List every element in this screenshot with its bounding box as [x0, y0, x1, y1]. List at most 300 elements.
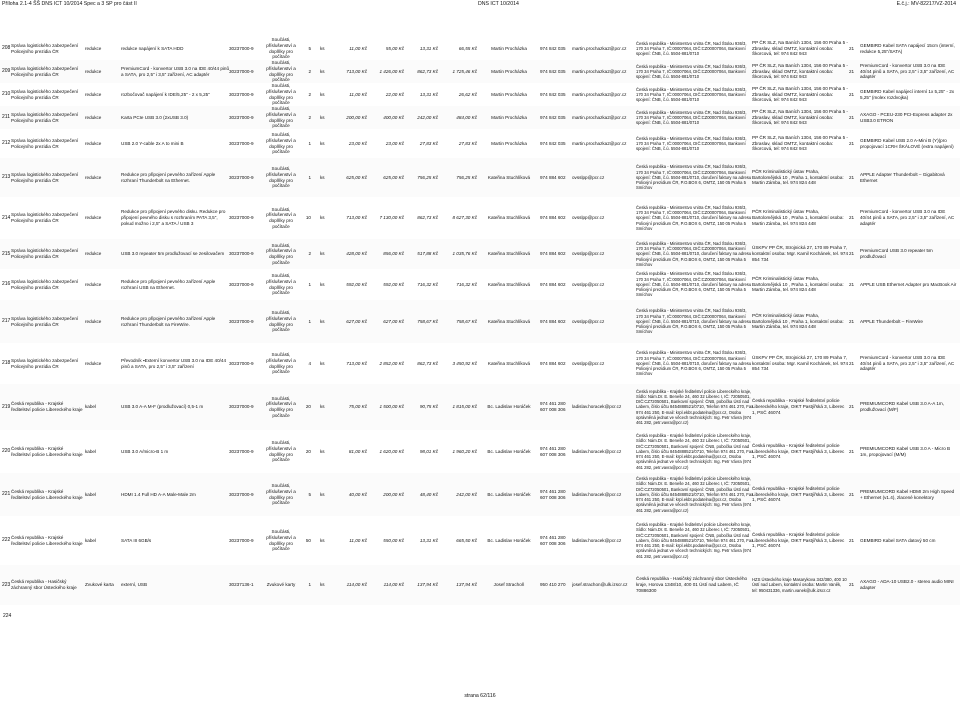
cell-m: 21 [849, 537, 855, 543]
cell-phone: 974 884 602 [540, 251, 566, 257]
cell-cpv: Součásti, příslušenství a doplňky pro počítače [266, 483, 296, 506]
cell-m: 21 [849, 404, 855, 410]
cell-email: ovsslpp@pcr.cz [572, 174, 605, 180]
cell-unit: ks [320, 251, 325, 257]
cell-desc: USB 3.0 A-A M-F (prodlužovací) 0,5-1 m [121, 404, 204, 410]
cell-cpv: Součásti, příslušenství a doplňky pro počítače [266, 352, 296, 375]
cell-code: 30237000-9 [229, 91, 254, 97]
cell-org: Česká republika - Krajské ředitelství policie Libereckého kraje [11, 488, 83, 500]
cell-person: Josef Strachoň [493, 582, 525, 588]
cell-cpv: Součásti, příslušenství a doplňky pro počítače [266, 106, 296, 129]
cell-email: ovsslpp@pcr.cz [572, 360, 605, 366]
cell-qty: 10 [305, 215, 311, 221]
cell-desc: Převodník ▪Externí konvertor USB 3.0 na IDE 40/44 pinů a SATA, pro 2,5" i 3,5" zařízení [121, 357, 227, 369]
cell-p3: 90,75 Kč [419, 404, 438, 410]
cell-addr: Česká republika - Ministerstvo vnitra ČR, Nad Štolou 936/3, 170 34 Praha 7, IČ:00007064, DIČ:CZ00007064, Bankovní spojení: ČNB, č.ú. 5504-881/0710 [636, 40, 747, 57]
cell-p1: 592,00 Kč [346, 281, 367, 287]
cell-email: ladislav.horacek@pcr.cz [572, 537, 622, 543]
cell-note: GEMBIRD Kabel USB 2.0 A-Mini B (Y)(pro propojovací 1CRH ŠKÁLOVÉ (extra napájení) [860, 137, 954, 149]
cell-m: 21 [849, 251, 855, 257]
cell-deliv: Česká republika - Krajské ředitelství policie Libereckého kraje, OIKT Pastýřská 3, Liberec 1, PSČ 46074 [752, 442, 845, 460]
cell-m: 21 [849, 215, 855, 221]
cell-addr: Česká republika - Ministerstvo vnitra ČR, Nad Štolou 936/3, 170 34 Praha 7, IČ:00007064, DIČ:CZ00007064, Bankovní spojení: ČNB, č.ú. 5504-881/0710 [636, 86, 747, 103]
cell-p4: 1 960,20 Kč [452, 448, 477, 454]
cell-phone: 974 461 280 607 008 306 [540, 534, 566, 546]
cell-p2: 1 426,00 Kč [379, 68, 404, 74]
cell-qty: 2 [308, 251, 311, 257]
page-header [0, 1, 960, 9]
cell-note: PREMIUMCORD Kabel HDMI 2m High Speed + Ethernet (v1.4), zlacené konektory [860, 488, 955, 500]
cell-p2: 627,00 Kč [383, 318, 404, 324]
cell-qty: 20 [305, 448, 311, 454]
cell-org: Správa logistického zabezpečení Policejního prezidia ČR [11, 357, 79, 369]
cell-no: 223 [2, 581, 11, 588]
cell-p4: 1 815,00 Kč [452, 404, 477, 410]
cell-no: 208 [2, 45, 11, 52]
cell-note: APPLE Adapter Thunderbolt – Gigabitová Ethernet [860, 171, 945, 183]
header-center: DNS ICT 10/2014 [478, 1, 519, 7]
cell-type: kabel [85, 448, 96, 454]
table-row [0, 106, 960, 129]
cell-org: Česká republika - Krajské ředitelství policie Libereckého kraje [11, 401, 83, 412]
cell-desc: SATA III 6GB/s [121, 537, 152, 543]
cell-p4: 242,00 Kč [456, 491, 477, 497]
cell-p3: 13,31 Kč [419, 91, 438, 97]
cell-desc: Redukce pro připojení pevného disku. Redukce pro připojení pevného disku s rozhraním PATA 3,5", pokud možno i 2,5" a SATA / USB 3 [121, 209, 226, 226]
cell-cpv: Součásti, příslušenství a doplňky pro počítače [266, 440, 296, 463]
header-right: E.č.j.: MV-82217/VZ-2014 [896, 1, 956, 7]
cell-email: josef.strachon@ulk.izscr.cz [572, 582, 628, 588]
cell-deliv: PP ČR SLZ, Na Baních 1304, 156 00 Praha 5 - Zbraslav, sklad OMTZ, kontaktní osoba: Škorcová, tel: 974 842 943 [752, 62, 848, 80]
cell-no: 218 [2, 360, 11, 367]
cell-deliv: ÚSKPV PP ČR, Strojnická 27, 170 89 Praha 7, kontaktní osoba: Mgr. Kamil Kochánek, tel. 974 854 734 [752, 245, 848, 262]
cell-type: redukce [85, 68, 102, 74]
cell-person: Bc. Ladislav Horáček [487, 404, 531, 410]
cell-cpv: Zvukové karty [266, 582, 296, 588]
cell-org: Česká republika - Krajské ředitelství policie Libereckého kraje [11, 534, 83, 546]
cell-p1: 713,00 Kč [346, 360, 367, 366]
cell-addr: Česká republika - Ministerstvo vnitra ČR, Nad Štolou 936/3, 170 34 Praha 7, IČ:00007064, DIČ:CZ00007064, Bankovní spojení: ČNB, č.ú. 5504-881/0710 [636, 63, 747, 80]
cell-p2: 200,00 Kč [383, 491, 404, 497]
cell-unit: ks [320, 404, 325, 410]
table-row [0, 384, 960, 430]
cell-type: redukce [85, 251, 102, 257]
cell-type: redukce [85, 140, 102, 146]
cell-p2: 22,00 Kč [385, 91, 404, 97]
cell-p2: 400,00 Kč [383, 114, 404, 120]
cell-p3: 862,73 Kč [417, 68, 438, 74]
cell-org: Česká republika - Hasičský záchranný sbor Ústeckého kraje [11, 579, 77, 590]
cell-p3: 98,01 Kč [419, 448, 438, 454]
cell-desc: USB 2.0 Y-cable 2x A to mini B [121, 140, 184, 146]
cell-p1: 200,00 Kč [346, 114, 367, 120]
cell-desc: USB 3.0 repeater 5m prodlužovací se zesilovačem [121, 251, 225, 257]
cell-code: 30237000-9 [229, 140, 254, 146]
cell-qty: 5 [308, 45, 311, 51]
cell-person: Martin Procházka [491, 45, 527, 51]
cell-type: kabel [85, 404, 96, 410]
cell-person: Kateřina Stuchlíková [487, 251, 531, 257]
cell-deliv: PČR Kriminalistický ústav Praha, Bartolomějská 10 , Praha 1, kontaktní osoba: Martin Zámba, tel. 974 824 448 [752, 275, 844, 293]
cell-m: 21 [849, 281, 855, 287]
cell-code: 30237000-9 [229, 251, 254, 257]
cell-note: GEMBIRD Kabel SATA napájecí 15cm (interní, redukce 5,25"/SATA) [860, 42, 955, 54]
cell-code: 30237000-9 [229, 448, 254, 454]
cell-p4: 8 627,30 Kč [452, 215, 477, 221]
cell-m: 21 [849, 140, 855, 146]
cell-note: PREMIUMCORD Kabel USB 3.0 A - Micro B 1m, propojovací (M/M) [860, 445, 951, 457]
cell-no: 220 [2, 448, 11, 455]
cell-qty: 2 [308, 68, 311, 74]
cell-phone: 974 884 602 [540, 215, 566, 221]
cell-note: PremiumCord - konvertor USB 3.0 na IDE 40/44 pinů a SATA, pro 2,5" i 3,5" zařízení, AC adaptér [860, 354, 955, 372]
cell-p3: 862,73 Kč [417, 215, 438, 221]
cell-deliv: Česká republika - Krajské ředitelství policie Libereckého kraje, OIKT Pastýřská 3, Liberec 1, PSČ 46074 [752, 398, 845, 415]
cell-desc: Redukce pro připojení pevného zařízení Apple rozhraní Thunderbolt na FireWire. [121, 315, 216, 327]
cell-p3: 48,40 Kč [419, 491, 438, 497]
cell-p1: 627,00 Kč [346, 318, 367, 324]
cell-unit: ks [320, 281, 325, 287]
cell-addr: Česká republika - Ministerstvo vnitra ČR, Nad Štolou 936/3, 170 34 Praha 7, IČ:00007064, DIČ:CZ00007064, Bankovní spojení: ČNB, č.ú. 5504-881/0710, doručení faktury na adresu Policejní prezidium ČR, P.O.BOX 6, OMTZ, 150 05 Praha 5 Smíchov [636, 204, 752, 231]
cell-code: 30237000-9 [229, 491, 254, 497]
cell-note: GEMBIRD Kabel SATA datový 50 cm [860, 537, 936, 543]
cell-type: redukce [85, 360, 102, 366]
cell-person: Bc. Ladislav Horáček [487, 491, 531, 497]
cell-addr: Česká republika - Ministerstvo vnitra ČR, Nad Štolou 936/3, 170 34 Praha 7, IČ:00007064, DIČ:CZ00007064, Bankovní spojení: ČNB, č.ú. 5504-881/0710 [636, 109, 747, 126]
cell-note: PremiumCord USB 3.0 repeater 5m prodlužovací [860, 248, 933, 259]
page-footer: strana 62/116 [464, 693, 496, 699]
cell-p2: 592,00 Kč [383, 281, 404, 287]
cell-type: redukce [85, 45, 102, 51]
cell-email: ovsslpp@pcr.cz [572, 251, 605, 257]
cell-m: 21 [849, 360, 855, 366]
cell-p4: 1 725,46 Kč [452, 68, 477, 74]
cell-p1: 713,00 Kč [346, 68, 367, 74]
cell-unit: ks [320, 68, 325, 74]
cell-phone: 974 842 035 [540, 140, 566, 146]
cell-p1: 23,00 Kč [348, 140, 367, 146]
cell-p1: 40,00 Kč [348, 491, 367, 497]
cell-type: redukce [85, 114, 102, 120]
cell-deliv: PČR Kriminalistický ústav Praha, Bartolomějská 10 , Praha 1, kontaktní osoba: Martin Zámba, tel. 974 824 448 [752, 209, 844, 226]
cell-m: 21 [849, 114, 855, 120]
cell-email: martin.prochazka2@pcr.cz [572, 140, 627, 146]
table-row [0, 516, 960, 565]
cell-p3: 242,00 Kč [417, 114, 438, 120]
cell-person: Kateřina Stuchlíková [487, 215, 531, 221]
cell-qty: 50 [305, 537, 311, 543]
cell-p3: 27,83 Kč [419, 140, 438, 146]
cell-addr: Česká republika - Ministerstvo vnitra ČR, Nad Štolou 936/3, 170 34 Praha 7, IČ:00007064, DIČ:CZ00007064, Bankovní spojení: ČNB, č.ú. 5504-881/0710, doručení faktury na adresu Policejní prezidium ČR, P.O.BOX 6, OMTZ, 150 05 Praha 5 Smíchov [636, 308, 752, 335]
cell-person: Martin Procházka [491, 91, 527, 97]
cell-p2: 7 130,00 Kč [379, 215, 404, 221]
cell-cpv: Součásti, příslušenství a doplňky pro počítače [266, 37, 296, 60]
cell-p2: 23,00 Kč [385, 140, 404, 146]
cell-unit: ks [320, 114, 325, 120]
cell-unit: ks [320, 318, 325, 324]
table-row [0, 300, 960, 343]
cell-qty: 1 [308, 318, 311, 324]
cell-p1: 75,00 Kč [348, 404, 367, 410]
cell-p3: 758,67 Kč [417, 318, 438, 324]
cell-person: Kateřina Stuchlíková [487, 281, 531, 287]
cell-no: 209 [2, 68, 11, 75]
cell-m: 21 [849, 491, 855, 497]
cell-p4: 758,67 Kč [456, 318, 477, 324]
table-row [0, 565, 960, 605]
cell-type: kabel [85, 491, 96, 497]
cell-deliv: HZS Ústeckého kraje Masarykova 342/380, 400 10 Ústí nad Labem, kontaktní osoba: Martin Vaněk, tel: 950431336, martin.vanek@ulk.izscr.cz [752, 577, 847, 593]
cell-cpv: Součásti, příslušenství a doplňky pro počítače [266, 166, 296, 189]
cell-email: ovsslpp@pcr.cz [572, 215, 605, 221]
cell-desc: USB 3.0 A/micro-B 1 m [121, 448, 169, 454]
cell-type: kabel [85, 537, 96, 543]
cell-cpv: Součásti, příslušenství a doplňky pro počítače [266, 310, 296, 333]
cell-m: 21 [849, 45, 855, 51]
cell-org: Správa logistického zabezpečení Policejního prezidia ČR [11, 212, 79, 223]
table-row [0, 129, 960, 158]
cell-phone: 974 842 035 [540, 45, 566, 51]
cell-org: Česká republika - Krajské ředitelství policie Libereckého kraje [11, 445, 83, 457]
cell-unit: ks [320, 174, 325, 180]
table-row [0, 83, 960, 106]
cell-unit: ks [320, 91, 325, 97]
cell-code: 30237000-9 [229, 215, 254, 221]
cell-p1: 428,00 Kč [346, 251, 367, 257]
cell-deliv: PČR Kriminalistický ústav Praha, Bartolomějská 10 , Praha 1, kontaktní osoba: Martin Zámba, tel. 974 824 448 [752, 168, 844, 186]
cell-code: 30237000-9 [229, 281, 254, 287]
cell-no: 217 [2, 318, 11, 325]
cell-email: ovsslpp@pcr.cz [572, 281, 605, 287]
cell-code: 30237000-9 [229, 174, 254, 180]
cell-person: Kateřina Stuchlíková [487, 174, 531, 180]
cell-qty: 1 [308, 582, 311, 588]
table-row [0, 269, 960, 300]
cell-no: 221 [2, 491, 11, 498]
cell-note: APPLE USB Ethernet Adapter pro MacBook Air [860, 281, 957, 287]
cell-note: AXAGO - ADA-10 USB2.0 - stereo audio MINI adapter [860, 579, 954, 590]
cell-cpv: Součásti, příslušenství a doplňky pro počítače [266, 395, 296, 418]
cell-m: 21 [849, 174, 855, 180]
cell-code: 30237000-9 [229, 68, 254, 74]
cell-note: PremiumCord - konvertor USB 3.0 na IDE 40/44 pinů a SATA, pro 2,5" i 3,5" zařízení, AC adaptér [860, 209, 955, 226]
cell-desc: Karta PCIe USB 3.0 (2xUSB 3.0) [121, 114, 189, 120]
cell-cpv: Součásti, příslušenství a doplňky pro počítače [266, 273, 296, 296]
cell-phone: 974 842 035 [540, 68, 566, 74]
cell-cpv: Součásti, příslušenství a doplňky pro počítače [266, 132, 296, 155]
cell-p4: 137,94 Kč [456, 582, 477, 588]
cell-email: martin.prochazka2@pcr.cz [572, 45, 627, 51]
cell-code: 30237000-9 [229, 114, 254, 120]
last-row-number: 224 [3, 613, 12, 619]
cell-m: 21 [849, 91, 855, 97]
table-row [0, 37, 960, 60]
cell-type: redukce [85, 174, 102, 180]
cell-desc: PremiumCord - konvertor USB 3.0 na IDE 40/44 pinů a SATA, pro 2,5" i 3,5" zařízení, AC adaptér [121, 65, 229, 77]
cell-p4: 3 450,92 Kč [452, 360, 477, 366]
cell-addr: Česká republika - Krajské ředitelství policie Libereckého kraje, Sídlo: Nám.Dr. E. Beneše 24, 460 32 Liberec I, IČ: 72050501, DIČ:CZ72050501, Bankovní spojení: ČNB, pobočka Ústí nad Labem, číslo účtu 8454888521/0710, Telefon 974 461 270, Fax 974 461 250, E-mail: krpl.ekbt.podatelna@pcr.cz, Osoba oprávněná jednat ve věcech technických: Ing. Petr Vávra (974 461 282, petr.vavra@pcr.cz) [636, 476, 754, 513]
cell-addr: Česká republika - Ministerstvo vnitra ČR, Nad Štolou 936/3, 170 34 Praha 7, IČ:00007064, DIČ:CZ00007064, Bankovní spojení: ČNB, č.ú. 5504-881/0710, doručení faktury na adresu Policejní prezidium ČR, P.O.BOX 6, OMTZ, 150 05 Praha 5 Smíchov [636, 164, 752, 191]
table-row [0, 60, 960, 83]
cell-qty: 5 [308, 491, 311, 497]
cell-cpv: Součásti, příslušenství a doplňky pro počítače [266, 206, 296, 229]
cell-person: Martin Procházka [491, 68, 527, 74]
cell-p1: 11,00 Kč [349, 537, 367, 543]
cell-person: Kateřina Stuchlíková [487, 318, 531, 324]
cell-no: 214 [2, 214, 11, 221]
cell-p2: 2 852,00 Kč [379, 360, 404, 366]
cell-cpv: Součásti, příslušenství a doplňky pro počítače [266, 60, 296, 83]
cell-unit: ks [320, 360, 325, 366]
cell-no: 222 [2, 537, 11, 544]
cell-code: 30237000-9 [229, 45, 254, 51]
cell-person: Bc. Ladislav Horáček [487, 537, 531, 543]
cell-p2: 114,00 Kč [383, 582, 404, 588]
cell-note: AXAGO - PCEU-230 PCI-Express adapter 2x USB3.0 ETRON [860, 111, 953, 123]
cell-desc: HDMI 1.4 Full HD A-A Male-Male 2m [121, 491, 196, 497]
cell-p1: 713,00 Kč [346, 215, 367, 221]
cell-addr: Česká republika - Ministerstvo vnitra ČR, Nad Štolou 936/3, 170 34 Praha 7, IČ:00007064, DIČ:CZ00007064, Bankovní spojení: ČNB, č.ú. 5504-881/0710, doručení faktury na adresu Policejní prezidium ČR, P.O.BOX 6, OMTZ, 150 05 Praha 5 Smíchov [636, 271, 752, 298]
cell-deliv: ÚSKPV PP ČR, Strojnická 27, 170 89 Praha 7, kontaktní osoba: Mgr. Kamil Kochánek, tel. 974 854 734 [752, 354, 848, 372]
cell-addr: Česká republika - Krajské ředitelství policie Libereckého kraje, Sídlo: Nám.Dr. E. Beneše 24, 460 32 Liberec I, IČ: 72050501, DIČ:CZ72050501, Bankovní spojení: ČNB, pobočka Ústí nad Labem, číslo účtu 8454888521/0710, Telefon 974 461 270, Fax 974 461 250, E-mail: krpl.ekbt.podatelna@pcr.cz, Osoba oprávněná jednat ve věcech technických: Ing. Petr Vávra (974 461 282, petr.vavra@pcr.cz) [636, 433, 754, 470]
cell-org: Správa logistického zabezpečení Policejního prezidia ČR [11, 88, 79, 100]
cell-p4: 716,32 Kč [456, 281, 477, 287]
cell-desc: Redukce pro připojení pevného zařízení Apple rozhraní USB na Ethernet. [121, 278, 216, 290]
cell-m: 21 [849, 582, 855, 588]
cell-note: APPLE Thunderbolt – FireWire [860, 318, 923, 324]
cell-qty: 2 [308, 91, 311, 97]
cell-unit: ks [320, 537, 325, 543]
cell-code: 30237136-1 [229, 582, 254, 588]
cell-org: Správa logistického zabezpečení Policejního prezidia ČR [11, 248, 79, 259]
cell-p1: 11,00 Kč [349, 91, 367, 97]
cell-p4: 665,50 Kč [456, 537, 477, 543]
cell-org: Správa logistického zabezpečení Policejního prezidia ČR [11, 42, 79, 54]
cell-email: martin.prochazka2@pcr.cz [572, 68, 627, 74]
cell-p3: 13,31 Kč [419, 45, 438, 51]
cell-p3: 517,88 Kč [417, 251, 438, 257]
cell-p2: 55,00 Kč [385, 45, 404, 51]
cell-phone: 974 842 035 [540, 114, 566, 120]
cell-email: martin.prochazka2@pcr.cz [572, 91, 627, 97]
cell-p2: 1 620,00 Kč [379, 448, 404, 454]
cell-deliv: PČR Kriminalistický ústav Praha, Bartolomějská 10 , Praha 1, kontaktní osoba: Martin Zámba, tel. 974 824 448 [752, 312, 844, 330]
table-row [0, 473, 960, 516]
cell-p4: 1 035,76 Kč [452, 251, 477, 257]
cell-org: Správa logistického zabezpečení Policejního prezidia ČR [11, 137, 79, 149]
cell-email: ladislav.horacek@pcr.cz [572, 448, 622, 454]
cell-addr: Česká republika - Ministerstvo vnitra ČR, Nad Štolou 936/3, 170 34 Praha 7, IČ:00007064, DIČ:CZ00007064, Bankovní spojení: ČNB, č.ú. 5504-881/0710, doručení faktury na adresu Policejní prezidium ČR, P.O.BOX 6, OMTZ, 150 05 Praha 5 Smíchov [636, 350, 752, 377]
cell-email: martin.prochazka2@pcr.cz [572, 114, 627, 120]
cell-type: redukce [85, 281, 102, 287]
cell-type: redukce [85, 318, 102, 324]
cell-p4: 484,00 Kč [456, 114, 477, 120]
cell-desc: Redukce pro připojení pevného zařízení Apple rozhraní Thunderbolt na Ethernet. [121, 171, 216, 183]
cell-note: PREMIUMCORD Kabel USB 3.0 A-A 1m, prodlužovací (M/F) [860, 401, 944, 412]
cell-qty: 1 [308, 281, 311, 287]
cell-cpv: Součásti, příslušenství a doplňky pro počítače [266, 242, 296, 265]
cell-deliv: Česká republika - Krajské ředitelství policie Libereckého kraje, OIKT Pastýřská 3, Liberec 1, PSČ 46074 [752, 485, 845, 503]
cell-code: 30237000-9 [229, 537, 254, 543]
cell-type: Zvukové karta [85, 582, 114, 588]
cell-email: ladislav.horacek@pcr.cz [572, 404, 622, 410]
cell-unit: ks [320, 45, 325, 51]
cell-email: ovsslpp@pcr.cz [572, 318, 605, 324]
cell-person: Kateřina Stuchlíková [487, 360, 531, 366]
cell-p1: 81,00 Kč [348, 448, 367, 454]
table-row [0, 430, 960, 473]
cell-p1: 114,00 Kč [346, 582, 367, 588]
cell-p1: 625,00 Kč [346, 174, 367, 180]
cell-p3: 716,32 Kč [417, 281, 438, 287]
cell-p3: 13,31 Kč [419, 537, 438, 543]
cell-p2: 856,00 Kč [383, 251, 404, 257]
cell-p1: 11,00 Kč [349, 45, 367, 51]
cell-unit: ks [320, 215, 325, 221]
cell-p4: 66,55 Kč [458, 45, 477, 51]
cell-qty: 1 [308, 140, 311, 146]
cell-p3: 862,73 Kč [417, 360, 438, 366]
cell-deliv: Česká republika - Krajské ředitelství policie Libereckého kraje, OIKT Pastýřská 3, Liberec 1, PSČ 46074 [752, 531, 845, 549]
cell-unit: ks [320, 582, 325, 588]
cell-m: 21 [849, 318, 855, 324]
cell-code: 30237000-9 [229, 318, 254, 324]
cell-cpv: Součásti, příslušenství a doplňky pro počítače [266, 529, 296, 552]
cell-phone: 974 461 280 607 008 306 [540, 401, 566, 412]
cell-type: redukce [85, 215, 102, 221]
cell-org: Správa logistického zabezpečení Policejního prezidia ČR [11, 65, 79, 77]
cell-addr: Česká republika - Krajské ředitelství policie Libereckého kraje, Sídlo: Nám.Dr. E. Beneše 24, 460 32 Liberec I, IČ: 72050501, DIČ:CZ72050501, Bankovní spojení: ČNB, pobočka Ústí nad Labem, číslo účtu 8454888521/0710, Telefon 974 461 270, Fax 974 461 250, E-mail: krpl.ekbt.podatelna@pcr.cz, Osoba oprávněná jednat ve věcech technických: Ing. Petr Vávra (974 461 282, petr.vavra@pcr.cz) [636, 388, 754, 426]
cell-p3: 756,25 Kč [417, 174, 438, 180]
cell-phone: 974 884 602 [540, 360, 566, 366]
cell-desc: redukce napájení k SATA HDD [121, 45, 184, 51]
cell-p2: 1 500,00 Kč [379, 404, 404, 410]
cell-no: 211 [2, 114, 10, 121]
cell-note: PremiumCord - konvertor USB 3.0 na IDE 40/44 pinů a SATA, pro 2,5" i 3,5" zařízení, AC adaptér [860, 62, 955, 80]
cell-phone: 950 410 270 [540, 582, 566, 588]
cell-no: 210 [2, 91, 11, 98]
cell-addr: Česká republika - Hasičský záchranný sbor Ústeckého kraje, Horova 1348/10, 400 01 Ústí nad Labem, IČ 70886300 [636, 576, 748, 593]
cell-qty: 4 [308, 360, 311, 366]
cell-no: 215 [2, 250, 11, 257]
cell-p2: 550,00 Kč [383, 537, 404, 543]
cell-person: Martin Procházka [491, 140, 527, 146]
cell-p2: 625,00 Kč [383, 174, 404, 180]
cell-unit: ks [320, 448, 325, 454]
cell-deliv: PP ČR SLZ, Na Baních 1304, 156 00 Praha 5 - Zbraslav, sklad OMTZ, kontaktní osoba: Škorcová, tel: 974 842 943 [752, 39, 848, 57]
cell-phone: 974 884 602 [540, 281, 566, 287]
cell-org: Správa logistického zabezpečení Policejního prezidia ČR [11, 171, 79, 183]
cell-unit: ks [320, 140, 325, 146]
cell-p4: 27,83 Kč [458, 140, 477, 146]
cell-email: ladislav.horacek@pcr.cz [572, 491, 622, 497]
cell-qty: 1 [308, 174, 311, 180]
cell-type: redukce [85, 91, 102, 97]
table-row [0, 239, 960, 269]
cell-org: Správa logistického zabezpečení Policejního prezidia ČR [11, 111, 79, 123]
cell-no: 212 [2, 140, 11, 147]
cell-code: 30237000-9 [229, 404, 254, 410]
cell-qty: 20 [305, 404, 311, 410]
cell-person: Martin Procházka [491, 114, 527, 120]
cell-qty: 2 [308, 114, 311, 120]
cell-phone: 974 884 602 [540, 318, 566, 324]
cell-cpv: Součásti, příslušenství a doplňky pro počítače [266, 83, 296, 106]
cell-note: GEMBIRD Kabel napájecí interní 1x 5,25" - 2x 5,25" (molex rozdvojka) [860, 88, 955, 100]
cell-person: Bc. Ladislav Horáček [487, 448, 531, 454]
cell-phone: 974 884 602 [540, 174, 566, 180]
cell-unit: ks [320, 491, 325, 497]
